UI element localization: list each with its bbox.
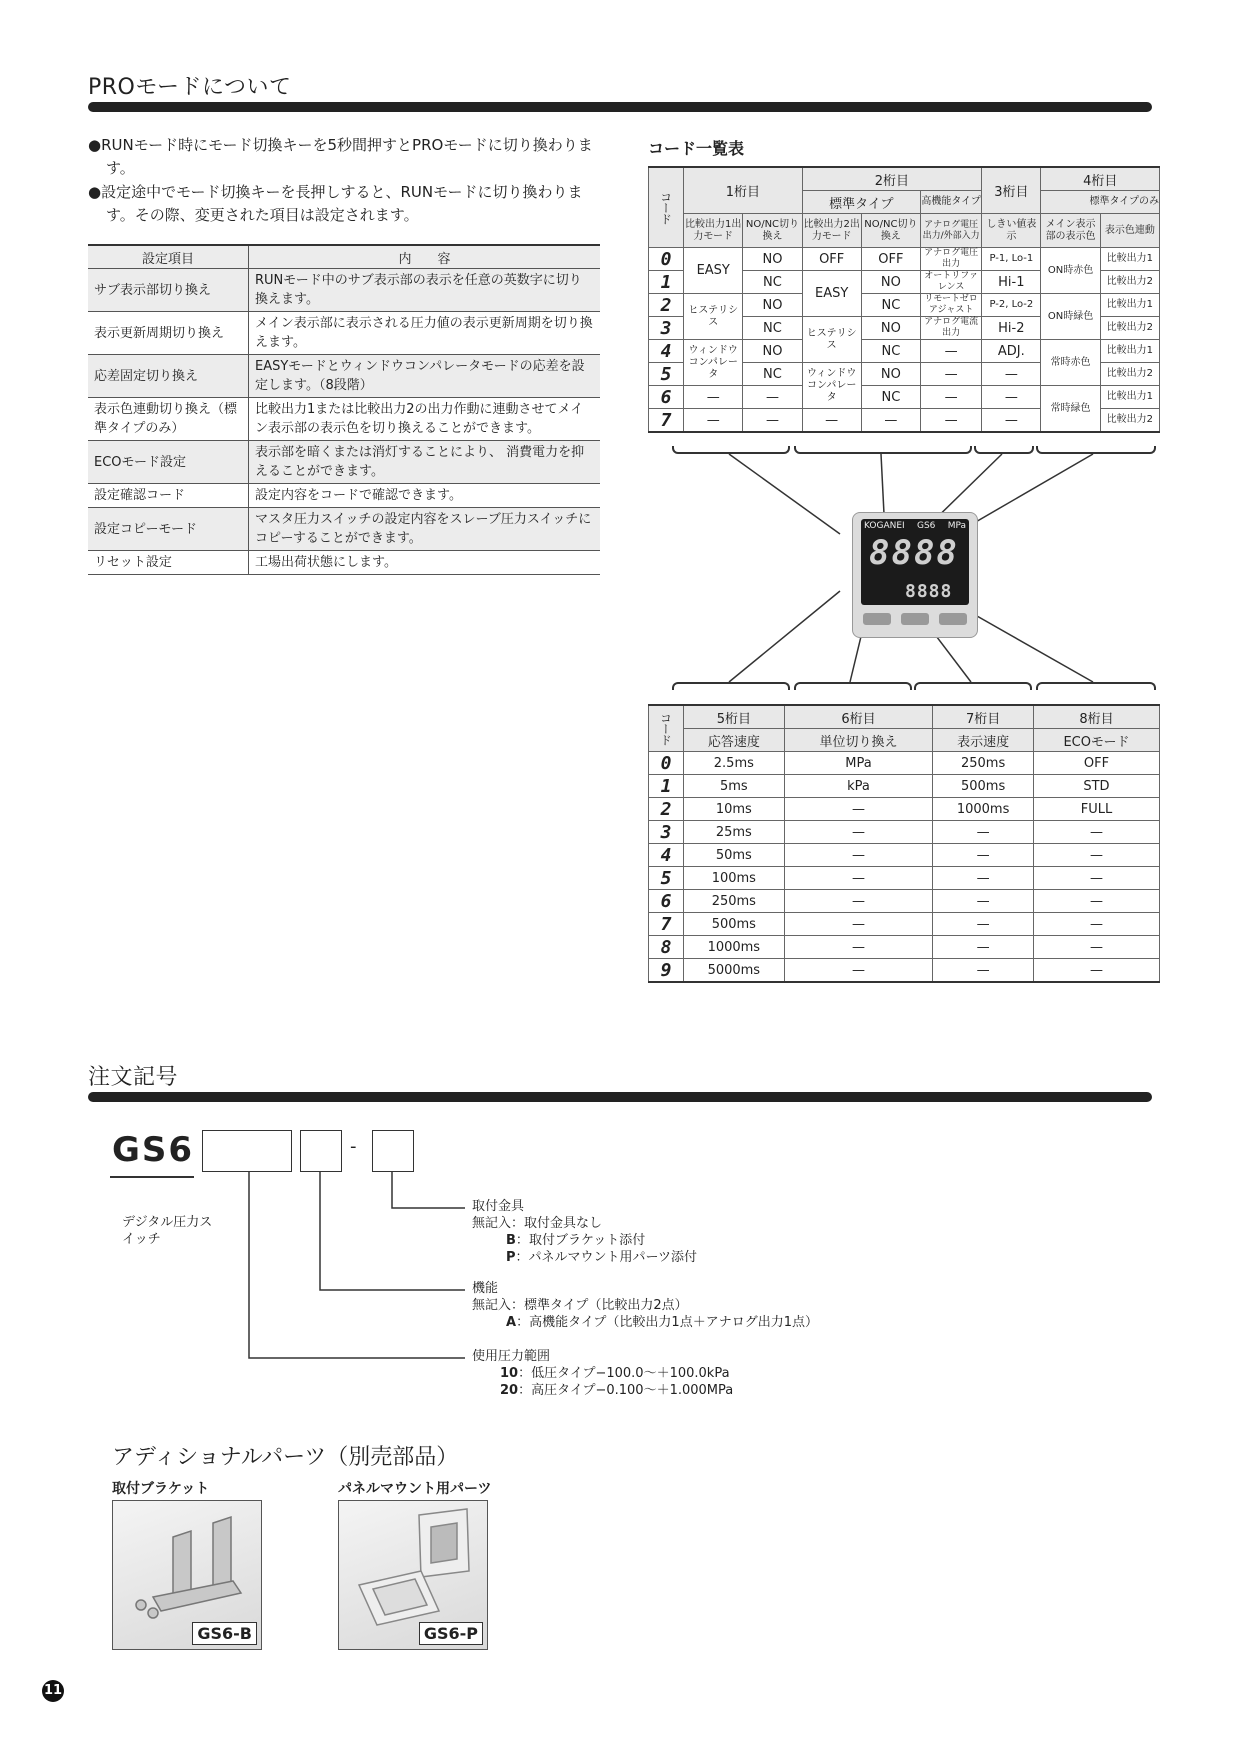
setting-desc: メイン表示部に表示される圧力値の表示更新周期を切り換えます。 (249, 312, 601, 355)
cell: NC (743, 317, 802, 340)
settings-table (88, 244, 600, 575)
cell: — (933, 913, 1034, 936)
cell: アナログ電圧出力 (921, 248, 982, 271)
std-type-header: 標準タイプ (802, 191, 920, 214)
table-row (649, 294, 1160, 317)
digit3-header: 3桁目 (982, 167, 1041, 214)
code-cell: 4 (649, 340, 684, 363)
setting-desc: マスタ圧力スイッチの設定内容をスレーブ圧力スイッチにコピーすることができます。 (249, 508, 601, 551)
table-row (88, 355, 600, 398)
table-row (649, 890, 1160, 913)
pro-bullet-1: ●RUNモード時にモード切換キーを5秒間押すとPROモードに切り換わります。 (88, 136, 593, 177)
option-desc: 取付金具なし (524, 1216, 603, 1231)
code-cell: 0 (649, 752, 684, 775)
part-code-panel: GS6-P (419, 1622, 483, 1645)
cell: — (784, 913, 933, 936)
cell: NO (743, 294, 802, 317)
table-row (649, 959, 1160, 983)
code-cell: 8 (649, 936, 684, 959)
setting-desc: 表示部を暗くまたは消灯することにより、 消費電力を抑えることができます。 (249, 441, 601, 484)
parts-title: アディショナルパーツ（別売部品） (112, 1445, 459, 1470)
cell: — (921, 340, 982, 363)
cell: — (982, 363, 1041, 386)
cell: 比較出力1 (1100, 248, 1159, 271)
mode-key[interactable] (863, 613, 891, 625)
function-options: 機能 無記入：標準タイプ（比較出力2点） A：高機能タイプ（比較出力1点＋アナログ出力1点） (472, 1281, 818, 1330)
sub-header: 比較出力1出力モード (684, 214, 743, 248)
option-code: B (506, 1233, 516, 1248)
order-hyphen: - (350, 1136, 357, 1157)
table-row (649, 844, 1160, 867)
part-name-panel: パネルマウント用パーツ (338, 1481, 492, 1497)
option-code: 無記入 (472, 1216, 512, 1231)
option-desc: 標準タイプ（比較出力2点） (524, 1298, 688, 1313)
bracket-title: 取付金具 (472, 1199, 525, 1214)
cell: — (933, 959, 1034, 983)
setting-item: 応差固定切り換え (88, 355, 249, 398)
bracket-code-box (372, 1130, 414, 1172)
cell: ON時緑色 (1041, 294, 1100, 340)
cell: — (1033, 936, 1159, 959)
cell: 250ms (684, 890, 785, 913)
cell: — (1033, 913, 1159, 936)
range-options: 使用圧力範囲 10：低圧タイプ−100.0〜＋100.0kPa 20：高圧タイプ−0.100〜＋1.000MPa (472, 1349, 734, 1398)
cell: — (933, 936, 1034, 959)
cell: NO (861, 271, 920, 294)
option-code: 10 (500, 1366, 519, 1381)
cell: 500ms (933, 775, 1034, 798)
part-image-panel (338, 1500, 488, 1650)
cell: kPa (784, 775, 933, 798)
cell: — (982, 409, 1041, 433)
cell: 250ms (933, 752, 1034, 775)
brace-digit7 (914, 682, 1032, 690)
table-row (649, 867, 1160, 890)
code-cell: 3 (649, 317, 684, 340)
cell: FULL (1033, 798, 1159, 821)
order-section-title: 注文記号 (88, 1065, 179, 1090)
pro-bullets (88, 134, 604, 228)
cell: — (933, 890, 1034, 913)
cell: — (784, 890, 933, 913)
cell: NO (743, 248, 802, 271)
cell: — (933, 844, 1034, 867)
cell: NC (861, 386, 920, 409)
range-title: 使用圧力範囲 (472, 1349, 551, 1364)
cell: 比較出力1 (1100, 340, 1159, 363)
cell: 2.5ms (684, 752, 785, 775)
table-row (649, 821, 1160, 844)
table-row (88, 484, 600, 508)
code-cell: 4 (649, 844, 684, 867)
sub-header: アナログ電圧出力/外部入力 (921, 214, 982, 248)
code-cell: 2 (649, 798, 684, 821)
digit5-header: 5桁目 (684, 705, 785, 729)
device-model: GS6 (916, 521, 936, 531)
option-code: A (506, 1315, 517, 1330)
brace-digit8 (1036, 682, 1156, 690)
setting-item: 表示更新周期切り換え (88, 312, 249, 355)
sub-header: メイン表示部の表示色 (1041, 214, 1100, 248)
part-name-bracket: 取付ブラケット (112, 1481, 210, 1497)
cell: 比較出力1 (1100, 386, 1159, 409)
code-cell: 5 (649, 363, 684, 386)
function-title: 機能 (472, 1281, 499, 1296)
sub-header: NO/NC切り換え (743, 214, 802, 248)
cell: — (1033, 844, 1159, 867)
cell: — (802, 409, 861, 433)
function-code-box (300, 1130, 342, 1172)
code-cell: 6 (649, 386, 684, 409)
cell: EASY (802, 271, 861, 317)
option-code: P (506, 1250, 516, 1265)
cell: ヒステリシス (684, 294, 743, 340)
cell: — (784, 844, 933, 867)
code-cell: 9 (649, 959, 684, 983)
cell: 10ms (684, 798, 785, 821)
cell: NO (861, 317, 920, 340)
setting-desc: 比較出力1または比較出力2の出力作動に連動させてメイン表示部の表示色を切り換えることができます。 (249, 398, 601, 441)
device-brand: KOGANEI (864, 521, 905, 531)
digit6-sub: 単位切り換え (784, 729, 933, 752)
cell: OFF (861, 248, 920, 271)
setting-item: 設定確認コード (88, 484, 249, 508)
table-row (88, 551, 600, 575)
digit1-header: 1桁目 (684, 167, 802, 214)
cell: — (933, 821, 1034, 844)
cell: ADJ. (982, 340, 1041, 363)
device-unit: MPa (947, 521, 966, 531)
cell: Hi-2 (982, 317, 1041, 340)
cell: — (1033, 821, 1159, 844)
brace-digit5 (672, 682, 790, 690)
page-number: 11 (42, 1680, 64, 1702)
option-desc: 高機能タイプ（比較出力1点＋アナログ出力1点） (529, 1315, 818, 1330)
order-leader-lines (240, 1172, 480, 1372)
model-underline (110, 1176, 194, 1178)
setting-item: 設定コピーモード (88, 508, 249, 551)
cell: 25ms (684, 821, 785, 844)
cell: 比較出力2 (1100, 317, 1159, 340)
sub-header: NO/NC切り換え (861, 214, 920, 248)
cell: 比較出力1 (1100, 294, 1159, 317)
pro-bullet-2: ●設定途中でモード切換キーを長押しすると、RUNモードに切り換わります。その際、変更された項目は設定されます。 (88, 183, 583, 224)
cell: — (982, 386, 1041, 409)
setting-desc: 工場出荷状態にします。 (249, 551, 601, 575)
up-key[interactable] (901, 613, 929, 625)
cell: ウィンドウコンパレータ (684, 340, 743, 386)
cell: NC (861, 294, 920, 317)
cell: P-1, Lo-1 (982, 248, 1041, 271)
setting-item: 表示色連動切り換え（標準タイプのみ） (88, 398, 249, 441)
cell: 1000ms (933, 798, 1034, 821)
cell: NC (743, 363, 802, 386)
cell: 比較出力2 (1100, 409, 1159, 433)
cell: NC (861, 340, 920, 363)
cell: — (784, 798, 933, 821)
cell: EASY (684, 248, 743, 294)
cell: — (743, 409, 802, 433)
cell: — (784, 867, 933, 890)
cell: — (921, 363, 982, 386)
code-cell: 7 (649, 409, 684, 433)
cell: 5000ms (684, 959, 785, 983)
cell: — (1033, 890, 1159, 913)
digit7-header: 7桁目 (933, 705, 1034, 729)
code-table-title: コード一覧表 (648, 139, 745, 158)
cell: 比較出力2 (1100, 363, 1159, 386)
cell: ヒステリシス (802, 317, 861, 363)
setting-desc: EASYモードとウィンドウコンパレータモードの応差を設定します。（8段階） (249, 355, 601, 398)
device-main-display: 8888 (869, 533, 959, 573)
sub-header: しきい値表示 (982, 214, 1041, 248)
digit8-sub: ECOモード (1033, 729, 1159, 752)
cell: OFF (802, 248, 861, 271)
table-row (649, 775, 1160, 798)
pro-section-title: PROモードについて (88, 75, 292, 100)
table-row (649, 340, 1160, 363)
cell: NC (743, 271, 802, 294)
cell: — (861, 409, 920, 433)
code-table-2-body (649, 752, 1160, 983)
cell: 5ms (684, 775, 785, 798)
table-row (88, 269, 600, 312)
setting-desc: RUNモード中のサブ表示部の表示を任意の英数字に切り換えます。 (249, 269, 601, 312)
cell: NO (861, 363, 920, 386)
code-cell: 5 (649, 867, 684, 890)
cell: 比較出力2 (1100, 271, 1159, 294)
cell: P-2, Lo-2 (982, 294, 1041, 317)
table-row (649, 798, 1160, 821)
cell: — (784, 936, 933, 959)
setting-item: ECOモード設定 (88, 441, 249, 484)
cell: 500ms (684, 913, 785, 936)
cell: — (684, 409, 743, 433)
code-cell: 0 (649, 248, 684, 271)
option-code: 20 (500, 1383, 519, 1398)
device-screen (861, 519, 969, 605)
option-code: 無記入 (472, 1298, 512, 1313)
table-row (88, 398, 600, 441)
cell: アナログ電流出力 (921, 317, 982, 340)
part-image-bracket (112, 1500, 262, 1650)
cell: 1000ms (684, 936, 785, 959)
digit6-header: 6桁目 (784, 705, 933, 729)
model-desc: デジタル圧力スイッチ (122, 1215, 213, 1247)
table-row (88, 508, 600, 551)
down-key[interactable] (939, 613, 967, 625)
cell: — (1033, 867, 1159, 890)
cell: — (684, 386, 743, 409)
option-desc: 低圧タイプ−100.0〜＋100.0kPa (531, 1366, 730, 1381)
digit4-header: 4桁目 (1041, 167, 1160, 191)
cell: 常時緑色 (1041, 386, 1100, 433)
code-cell: 3 (649, 821, 684, 844)
cell: — (921, 386, 982, 409)
range-code-box (202, 1130, 292, 1172)
cell: — (1033, 959, 1159, 983)
code-cell: 1 (649, 271, 684, 294)
cell: — (784, 959, 933, 983)
cell: NO (743, 340, 802, 363)
cell: 50ms (684, 844, 785, 867)
cell: オートリファレンス (921, 271, 982, 294)
sub-header: 比較出力2出力モード (802, 214, 861, 248)
settings-header-content: 内 容 (249, 245, 601, 269)
cell: OFF (1033, 752, 1159, 775)
code-table-2 (648, 704, 1160, 983)
code-header: コード (649, 705, 684, 752)
cell: — (933, 867, 1034, 890)
table-row (88, 312, 600, 355)
table-row (649, 248, 1160, 271)
pressure-switch-device (852, 512, 978, 638)
cell: リモートゼロアジャスト (921, 294, 982, 317)
settings-header-item: 設定項目 (88, 245, 249, 269)
title-bar (88, 102, 1152, 112)
code-table-1 (648, 166, 1160, 433)
device-label (864, 521, 966, 531)
code-cell: 6 (649, 890, 684, 913)
code-cell: 2 (649, 294, 684, 317)
code-cell: 7 (649, 913, 684, 936)
cell: MPa (784, 752, 933, 775)
setting-desc: 設定内容をコードで確認できます。 (249, 484, 601, 508)
hi-type-header: 高機能タイプ (921, 191, 982, 214)
digit7-sub: 表示速度 (933, 729, 1034, 752)
table-row (649, 913, 1160, 936)
cell: Hi-1 (982, 271, 1041, 294)
sub-header: 表示色連動 (1100, 214, 1159, 248)
table-row (88, 441, 600, 484)
part-code-bracket: GS6-B (192, 1622, 257, 1645)
code-header: コード (649, 167, 684, 248)
table-row (649, 386, 1160, 409)
cell: ウィンドウコンパレータ (802, 363, 861, 409)
cell: — (784, 821, 933, 844)
option-desc: 高圧タイプ−0.100〜＋1.000MPa (531, 1383, 734, 1398)
digit5-sub: 応答速度 (684, 729, 785, 752)
code-cell: 1 (649, 775, 684, 798)
std-only-header: 標準タイプのみ (1041, 191, 1160, 214)
table-row (649, 936, 1160, 959)
setting-item: サブ表示部切り換え (88, 269, 249, 312)
order-model: GS6 (112, 1130, 195, 1170)
cell: 100ms (684, 867, 785, 890)
cell: ON時赤色 (1041, 248, 1100, 294)
table-row (649, 752, 1160, 775)
title-bar (88, 1092, 1152, 1102)
cell: — (921, 409, 982, 433)
bracket-options: 取付金具 無記入：取付金具なし B：取付ブラケット添付 P：パネルマウント用パーツ添付 (472, 1199, 698, 1265)
digit2-header: 2桁目 (802, 167, 982, 191)
brace-digit6 (794, 682, 912, 690)
option-desc: パネルマウント用パーツ添付 (528, 1250, 698, 1265)
device-sub-display: 8888 (905, 581, 953, 602)
setting-item: リセット設定 (88, 551, 249, 575)
cell: STD (1033, 775, 1159, 798)
cell: — (743, 386, 802, 409)
option-desc: 取付ブラケット添付 (528, 1233, 646, 1248)
digit8-header: 8桁目 (1033, 705, 1159, 729)
cell: 常時赤色 (1041, 340, 1100, 386)
